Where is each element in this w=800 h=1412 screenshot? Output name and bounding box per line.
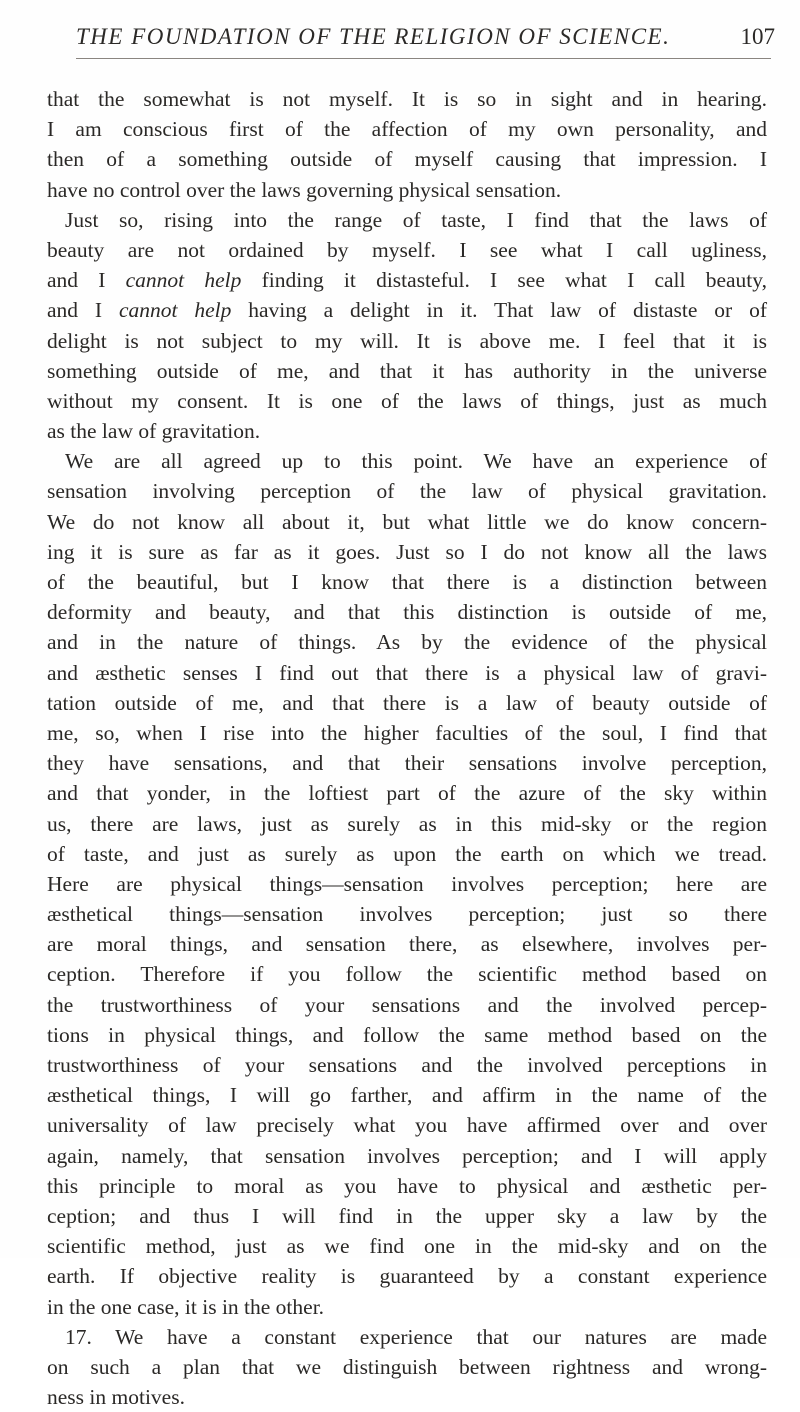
page-number: 107 <box>740 24 775 49</box>
text-run: and I <box>47 298 119 323</box>
text-line: and that yonder, in the loftiest part of the azure of the sky within <box>47 781 767 806</box>
text-line: tation outside of me, and that there is a law of beauty outside of <box>47 690 767 715</box>
text-line: æsthetical things, I will go farther, and affirm in the name of the <box>47 1083 767 1108</box>
text-line: this principle to moral as you have to physical and æsthetic per- <box>47 1173 767 1198</box>
text-line: universality of law precisely what you have affirmed over and over <box>47 1113 767 1138</box>
text-line: without my consent. It is one of the laws of things, just as much <box>47 388 767 413</box>
text-line: Just so, rising into the range of taste, I find that the laws of <box>65 207 767 232</box>
text-line: trustworthiness of your sensations and the involved perceptions in <box>47 1053 767 1077</box>
text-line: of the beautiful, but I know that there is a distinction between <box>47 570 767 594</box>
text-line: something outside of me, and that it has authority in the universe <box>47 358 767 383</box>
text-line: are moral things, and sensation there, as elsewhere, involves per- <box>47 932 767 957</box>
text-line: of taste, and just as surely as upon the earth on which we tread. <box>47 841 767 866</box>
text-line: ness in motives. <box>47 1385 185 1410</box>
text-line: Here are physical things—sensation involves perception; here are <box>47 871 767 896</box>
text-line: they have sensations, and that their sensations involve perception, <box>47 751 767 776</box>
text-line <box>47 265 767 295</box>
header-rule <box>76 58 771 59</box>
text-line: I am conscious first of the affection of my own personality, and <box>47 117 767 142</box>
text-line: on such a plan that we distinguish between rightness and wrong- <box>47 1354 767 1379</box>
text-line: and in the nature of things. As by the evidence of the physical <box>47 630 767 655</box>
running-title: THE FOUNDATION OF THE RELIGION OF SCIENCE. <box>76 24 671 49</box>
text-line: as the law of gravitation. <box>47 419 261 444</box>
text-line: me, so, when I rise into the higher faculties of the soul, I find that <box>47 720 767 745</box>
text-line: 17. We have a constant experience that our natures are made <box>65 1324 767 1349</box>
text-line: deformity and beauty, and that this distinction is outside of me, <box>47 600 767 625</box>
text-line: in the one case, it is in the other. <box>47 1294 325 1319</box>
text-run: having a delight in it. That law of distaste or of <box>231 298 767 323</box>
text-line: delight is not subject to my will. It is above me. I feel that it is <box>47 328 767 353</box>
text-line: then of a something outside of myself causing that impression. I <box>47 147 767 172</box>
text-line: sensation involving perception of the law of physical gravitation. <box>47 479 767 504</box>
text-line: again, namely, that sensation involves perception; and I will apply <box>47 1143 767 1168</box>
running-head <box>40 18 775 68</box>
text-line: scientific method, just as we find one in the mid-sky and on the <box>47 1234 767 1259</box>
text-line: ing it is sure as far as it goes. Just so I do not know all the laws <box>47 539 767 564</box>
text-line: We do not know all about it, but what little we do know concern- <box>47 509 767 534</box>
text-line: us, there are laws, just as surely as in this mid-sky or the region <box>47 811 767 836</box>
text-line: æsthetical things—sensation involves perception; just so there <box>47 902 767 927</box>
emphasis-text: cannot help <box>118 298 232 323</box>
text-line: the trustworthiness of your sensations and the involved percep- <box>47 992 767 1017</box>
text-line: have no control over the laws governing physical sensation. <box>47 177 562 202</box>
text-line: ception. Therefore if you follow the scientific method based on <box>47 962 767 987</box>
body-text <box>47 84 767 1412</box>
text-line: and æsthetic senses I find out that there is a physical law of gravi- <box>47 660 767 685</box>
text-line: beauty are not ordained by myself. I see what I call ugliness, <box>47 237 767 262</box>
text-run: and I <box>47 268 126 293</box>
text-line: ception; and thus I will find in the upper sky a law by the <box>47 1203 767 1228</box>
text-run: finding it distasteful. I see what I call beauty, <box>241 268 767 293</box>
text-line: earth. If objective reality is guaranteed by a constant experience <box>47 1264 767 1289</box>
text-line: We are all agreed up to this point. We have an experience of <box>65 449 767 474</box>
text-line <box>47 295 767 325</box>
text-line: tions in physical things, and follow the same method based on the <box>47 1022 767 1047</box>
text-line: that the somewhat is not myself. It is so in sight and in hearing. <box>47 87 767 111</box>
emphasis-text: cannot help <box>125 268 242 293</box>
